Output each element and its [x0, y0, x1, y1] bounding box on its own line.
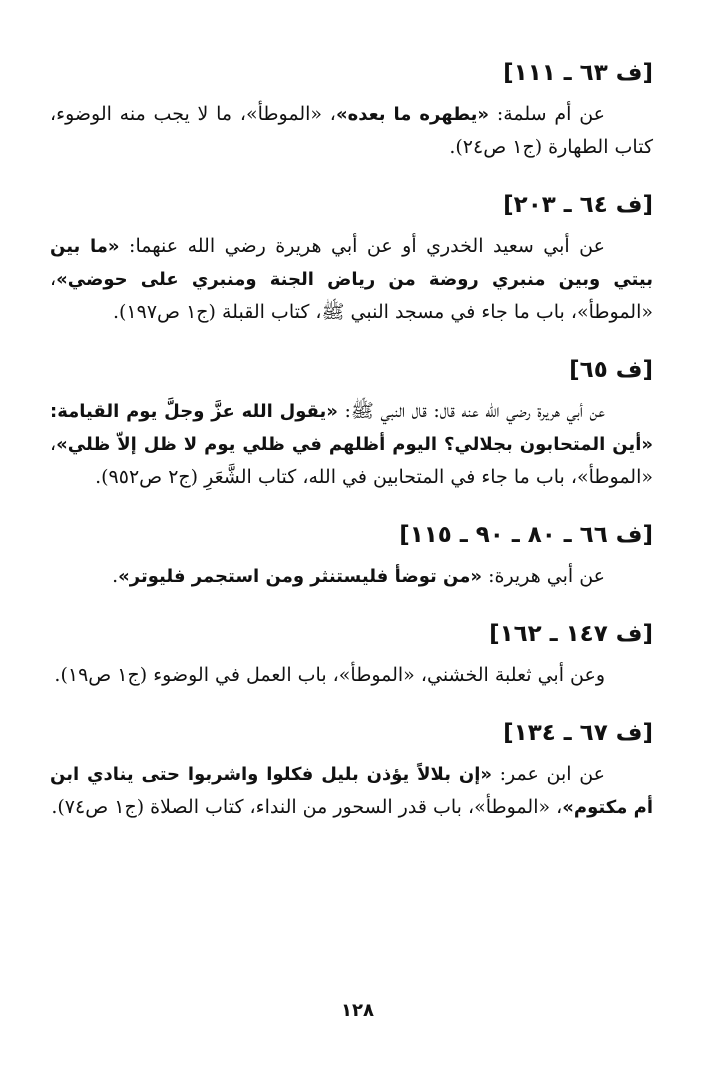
entry-text [50, 659, 653, 692]
entry-text [50, 230, 653, 329]
citation-text: عن ابن عمر: [492, 763, 606, 785]
hadith-entry [50, 718, 653, 824]
citation-text: عن أم سلمة: [489, 103, 605, 125]
entry-heading: [ف ٦٤ ـ ٢٠٣] [503, 192, 653, 218]
citation-text: ، «الموطأ»، ما لا يجب منه الوضوء، كتاب الطهارة (ج١ ص٢٤). [50, 103, 653, 158]
entry-text [50, 395, 653, 494]
hadith-entry [50, 190, 653, 329]
page-number: ١٢٨ [341, 1000, 374, 1021]
entry-text [50, 560, 653, 593]
citation-text: ، «الموطأ»، باب ما جاء في مسجد النبي ﷺ، كتاب القبلة (ج١ ص١٩٧). [50, 268, 653, 323]
citation-text: عن أبي سعيد الخدري أو عن أبي هريرة رضي الله عنهما: [119, 235, 605, 257]
entry-text [50, 758, 653, 824]
citation-text: وعن أبي ثعلبة الخشني، «الموطأ»، باب العمل في الوضوء (ج١ ص١٩). [54, 664, 605, 686]
citation-text: ، «الموطأ»، باب ما جاء في المتحابين في الله، كتاب الشَّعَرِ (ج٢ ص٩٥٢). [50, 433, 653, 488]
quoted-hadith-text: «يقول الله عزَّ وجلَّ يوم القيامة: «أين المتحابون بجلالي؟ اليوم أظلهم في ظلي يوم لا ظل إلاّ ظلي» [50, 401, 653, 455]
citation-text: عن أبي هريرة رضي الله عنه قال: قال النبي ﷺ: [337, 400, 605, 422]
entry-heading: [ف ٦٣ ـ ١١١] [503, 60, 653, 86]
hadith-entry [50, 355, 653, 494]
entry-heading: [ف ٦٥] [569, 357, 653, 383]
citation-text: . [112, 565, 119, 587]
quoted-hadith-text: «ما بين بيتي وبين منبري روضة من رياض الجنة ومنبري على حوضي» [50, 236, 653, 290]
hadith-entry [50, 619, 653, 692]
entry-heading: [ف ٦٧ ـ ١٣٤] [503, 720, 653, 746]
entry-heading: [ف ١٤٧ ـ ١٦٢] [489, 621, 653, 647]
quoted-hadith-text: «إن بلالاً يؤذن بليل فكلوا واشربوا حتى ينادي ابن أم مكتوم» [50, 764, 653, 818]
quoted-hadith-text: «يطهره ما بعده» [335, 104, 490, 125]
entries-list [50, 58, 653, 824]
entry-heading: [ف ٦٦ ـ ٨٠ ـ ٩٠ ـ ١١٥] [399, 522, 653, 548]
hadith-entry [50, 520, 653, 593]
citation-text: ، «الموطأ»، باب قدر السحور من النداء، كتاب الصلاة (ج١ ص٧٤). [51, 796, 563, 818]
quoted-hadith-text: «من توضأ فليستنثر ومن استجمر فليوتر» [118, 566, 483, 587]
citation-text: عن أبي هريرة: [482, 565, 605, 587]
entry-text [50, 98, 653, 164]
hadith-entry [50, 58, 653, 164]
